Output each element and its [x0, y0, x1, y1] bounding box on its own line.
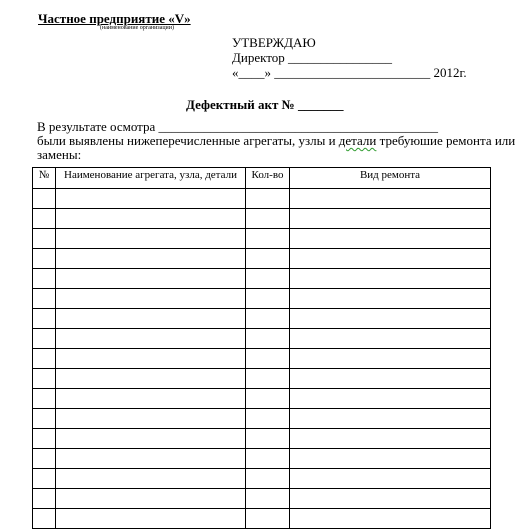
organization-caption: (наименование организации) [100, 25, 174, 31]
table-cell [56, 309, 246, 329]
table-row [33, 269, 491, 289]
table-cell [290, 409, 491, 429]
table-cell [56, 449, 246, 469]
table-cell [290, 429, 491, 449]
table-cell [33, 189, 56, 209]
table-cell [246, 329, 290, 349]
table-cell [246, 249, 290, 269]
table-cell [246, 369, 290, 389]
intro-line-3: замены: [37, 147, 82, 162]
approval-director-line: Директор ________________ [232, 50, 392, 65]
table-cell [56, 249, 246, 269]
table-cell [290, 329, 491, 349]
intro-line-2-start: были выявлены нижеперечисленные агрегаты, узлы и [37, 133, 339, 148]
table-row [33, 389, 491, 409]
table-row [33, 449, 491, 469]
table-row [33, 349, 491, 369]
table-cell [290, 269, 491, 289]
table-cell [33, 249, 56, 269]
table-cell [56, 469, 246, 489]
table-cell [290, 369, 491, 389]
table-cell [246, 489, 290, 509]
approval-title: УТВЕРЖДАЮ [232, 35, 316, 50]
table-cell [246, 309, 290, 329]
table-cell [246, 209, 290, 229]
table-cell [56, 509, 246, 529]
table-cell [33, 469, 56, 489]
table-row [33, 409, 491, 429]
table-row [33, 229, 491, 249]
table-cell [290, 209, 491, 229]
table-cell [290, 509, 491, 529]
table-cell [56, 349, 246, 369]
table-row [33, 489, 491, 509]
table-cell [33, 409, 56, 429]
table-cell [56, 429, 246, 449]
column-header-repair-type: Вид ремонта [290, 168, 491, 189]
column-header-quantity: Кол-во [246, 168, 290, 189]
table-cell [246, 349, 290, 369]
spellcheck-word: детали [338, 133, 377, 148]
intro-line-2-end: требуюшие ремонта или [376, 133, 515, 148]
intro-line-2 [37, 133, 515, 148]
table-cell [246, 269, 290, 289]
table-cell [33, 229, 56, 249]
table-cell [290, 189, 491, 209]
table-cell [33, 289, 56, 309]
organization-name: Частное предприятие «V» [38, 11, 191, 26]
table-cell [33, 429, 56, 449]
table-cell [246, 389, 290, 409]
table-cell [246, 429, 290, 449]
table-cell [56, 209, 246, 229]
table-cell [33, 369, 56, 389]
document-title: Дефектный акт № _______ [186, 97, 344, 112]
table-row [33, 189, 491, 209]
approval-date-line: «____» ________________________ 2012г. [232, 65, 467, 80]
table-row [33, 289, 491, 309]
table-cell [33, 209, 56, 229]
table-cell [290, 249, 491, 269]
table-cell [33, 329, 56, 349]
table-cell [290, 349, 491, 369]
table-row [33, 429, 491, 449]
table-row [33, 209, 491, 229]
table-cell [56, 369, 246, 389]
table-cell [290, 229, 491, 249]
table-cell [33, 349, 56, 369]
defects-table [32, 167, 491, 529]
table-cell [246, 509, 290, 529]
intro-line-1: В результате осмотра ___________________________________________ [37, 119, 439, 134]
table-cell [33, 509, 56, 529]
table-cell [33, 489, 56, 509]
column-header-item-name: Наименование агрегата, узла, детали [56, 168, 246, 189]
table-cell [246, 289, 290, 309]
table-cell [290, 449, 491, 469]
table-cell [56, 269, 246, 289]
table-cell [33, 389, 56, 409]
table-cell [56, 409, 246, 429]
table-cell [56, 229, 246, 249]
table-cell [246, 189, 290, 209]
table-cell [33, 309, 56, 329]
table-cell [56, 389, 246, 409]
table-cell [290, 489, 491, 509]
table-row [33, 329, 491, 349]
table-cell [33, 449, 56, 469]
table-row [33, 369, 491, 389]
column-header-number: № [33, 168, 56, 189]
table-row [33, 249, 491, 269]
table-cell [56, 189, 246, 209]
table-cell [290, 389, 491, 409]
table-cell [246, 449, 290, 469]
table-row [33, 309, 491, 329]
table-cell [290, 469, 491, 489]
table-header-row [33, 168, 491, 189]
table-cell [33, 269, 56, 289]
table-cell [290, 289, 491, 309]
table-cell [246, 469, 290, 489]
table-row [33, 509, 491, 529]
table-cell [56, 329, 246, 349]
table-cell [56, 489, 246, 509]
table-cell [56, 289, 246, 309]
table-cell [246, 229, 290, 249]
intro-paragraph [37, 119, 515, 162]
table-cell [246, 409, 290, 429]
table-row [33, 469, 491, 489]
table-cell [290, 309, 491, 329]
